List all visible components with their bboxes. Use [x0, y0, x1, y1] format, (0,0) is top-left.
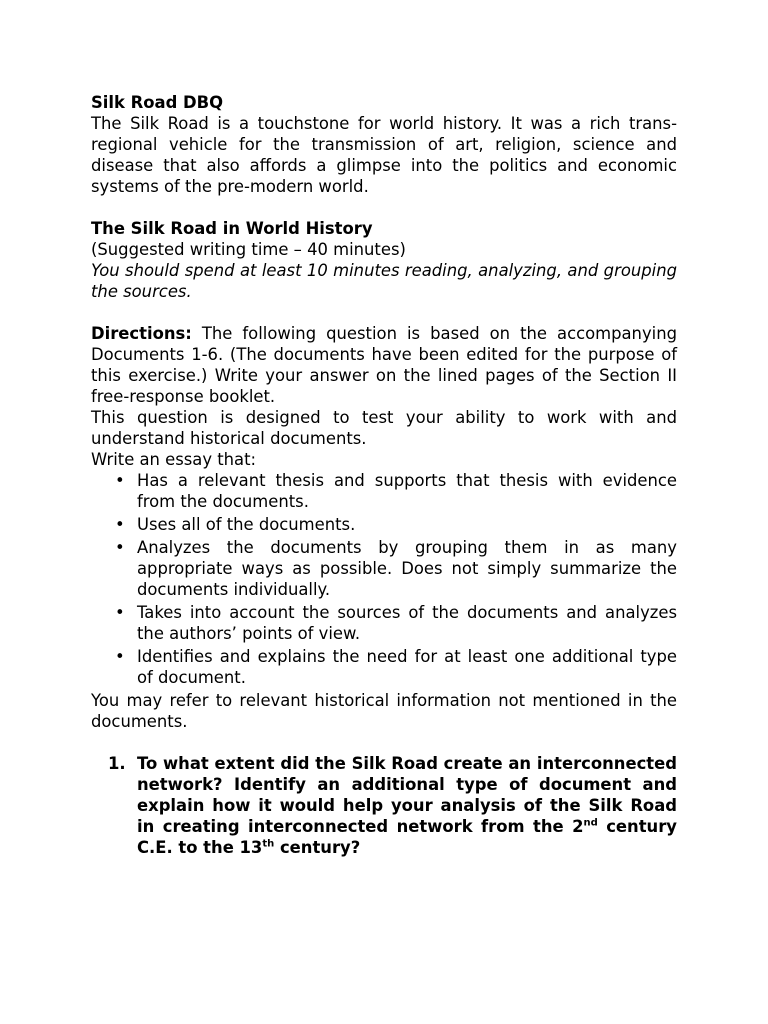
suggested-time: (Suggested writing time – 40 minutes)	[91, 240, 406, 259]
bullet-icon: •	[115, 603, 125, 622]
essay-lead: Write an essay that:	[91, 450, 257, 469]
intro-paragraph: The Silk Road is a touchstone for world history. It was a rich trans-regional vehicle for the transmission of art, religion, science and disease that also affords a glimpse into the politics and economic systems of the pre-modern world.	[91, 114, 677, 196]
document-title: Silk Road DBQ	[91, 93, 224, 112]
list-item: • Uses all of the documents.	[115, 515, 356, 534]
bullet-icon: •	[115, 647, 125, 666]
directions-label: Directions:	[91, 324, 192, 343]
question-item: 1. To what extent did the Silk Road create an interconnected network? Identify an additional type of document and explain how it would help your analysis of the Silk Road in creating interconnected network from the 2nd century C.E. to the 13th century?	[108, 754, 677, 857]
document-page	[91, 92, 677, 858]
test-purpose: This question is designed to test your ability to work with and understand historical documents.	[91, 408, 677, 448]
section-title: The Silk Road in World History	[91, 219, 373, 238]
reading-note: You should spend at least 10 minutes reading, analyzing, and grouping the sources.	[91, 261, 677, 301]
refer-note: You may refer to relevant historical information not mentioned in the documents.	[91, 691, 677, 731]
questions-list	[91, 753, 677, 858]
list-item: • Has a relevant thesis and supports that thesis with evidence from the documents.	[115, 471, 677, 511]
bullet-icon: •	[115, 515, 125, 534]
list-item: • Analyzes the documents by grouping them in as many appropriate ways as possible. Does not simply summarize the documents individually.	[115, 538, 677, 599]
directions-text: The following question is based on the accompanying Documents 1-6. (The documents have been edited for the purpose of this exercise.) Write your answer on the lined pages of the Section II free-response booklet.	[91, 324, 677, 406]
list-item: • Identifies and explains the need for at least one additional type of document.	[115, 647, 677, 687]
list-item: • Takes into account the sources of the documents and analyzes the authors’ points of view.	[115, 603, 677, 643]
bullet-icon: •	[115, 538, 125, 557]
bullet-icon: •	[115, 471, 125, 490]
requirements-list	[91, 470, 677, 688]
directions-paragraph	[91, 323, 677, 407]
question-number: 1.	[108, 754, 126, 773]
